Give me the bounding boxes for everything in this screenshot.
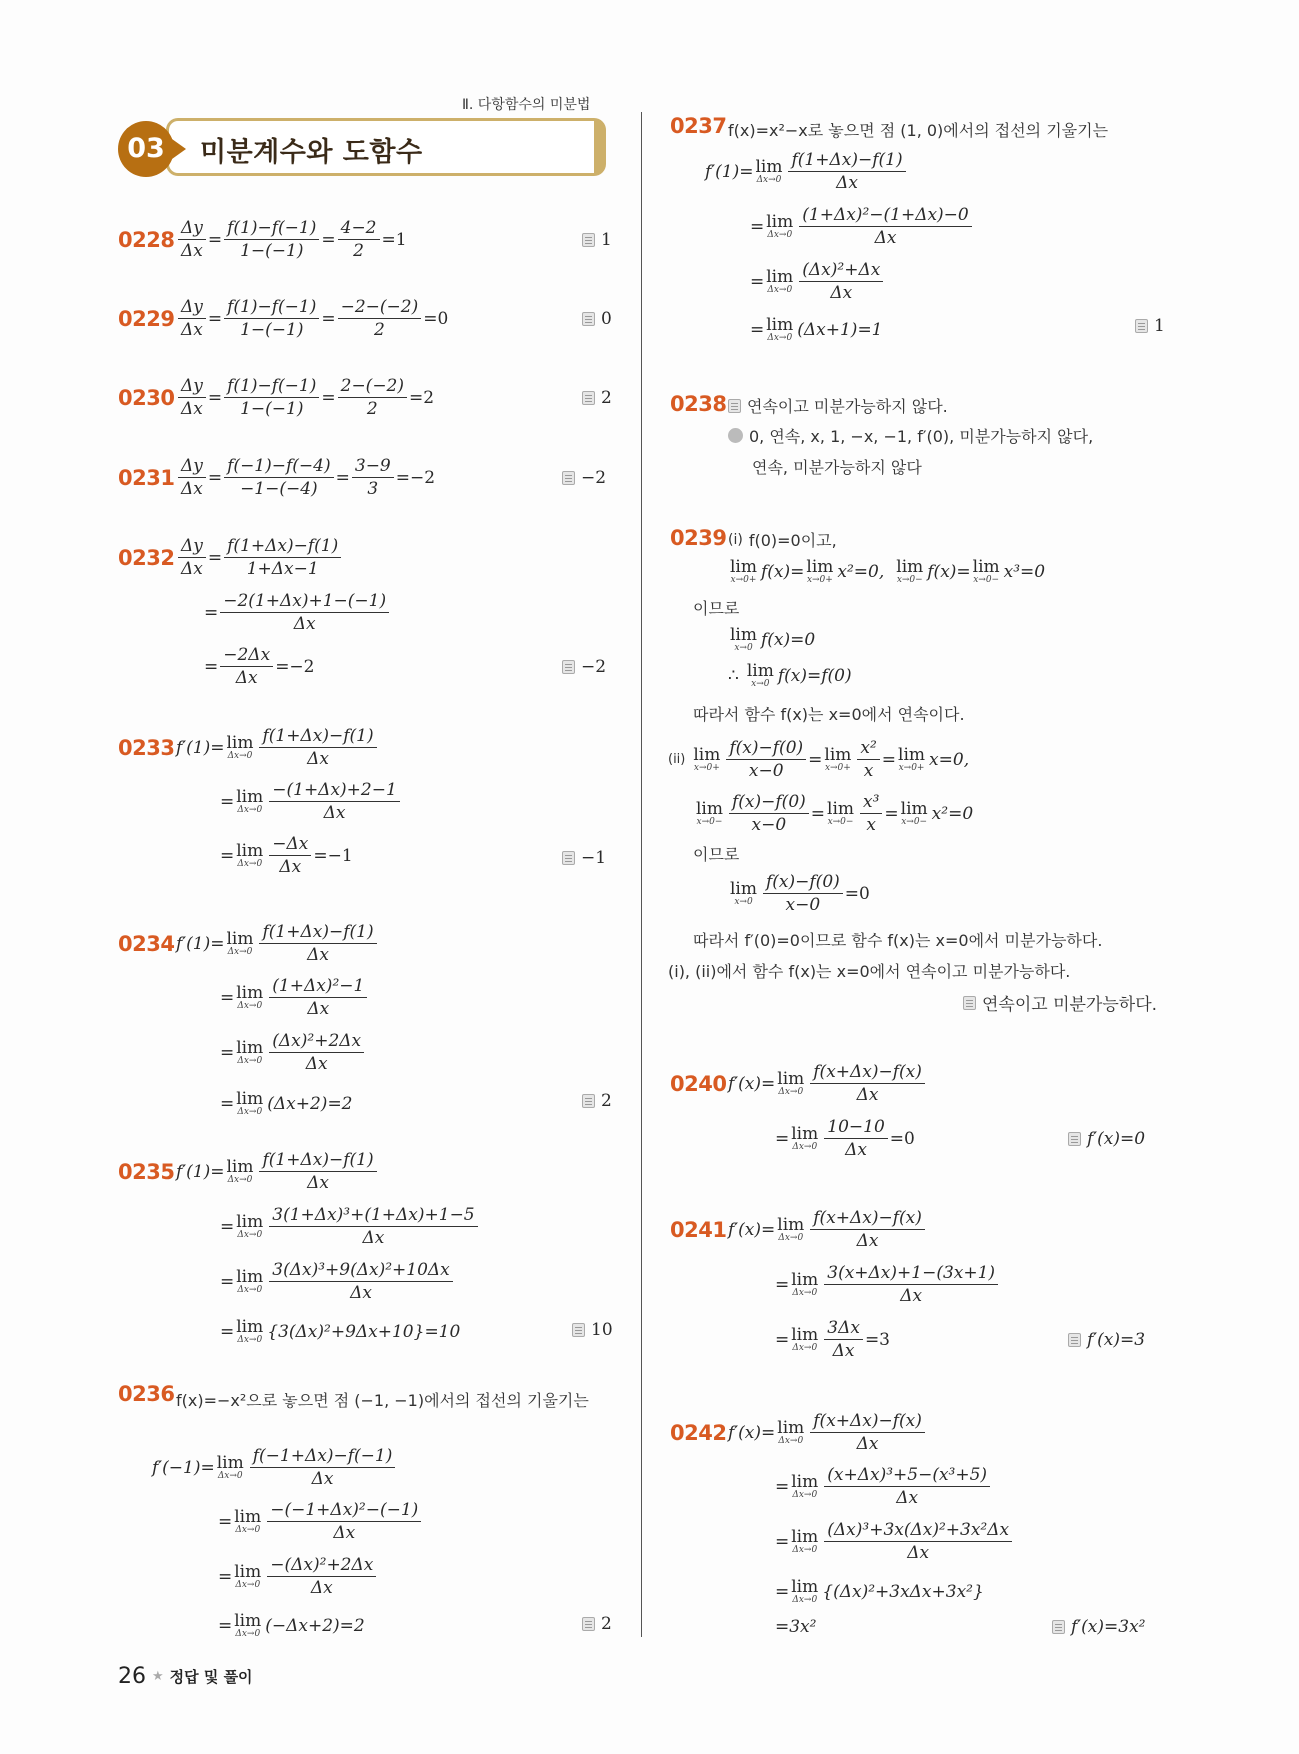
- answer-icon: [582, 391, 595, 405]
- page-number: 26: [118, 1664, 146, 1689]
- section-number-badge: 03: [118, 121, 174, 177]
- answer-badge: 1: [582, 230, 612, 250]
- solution-line: f′(x) = lim Δx→0 $\frac{f(x+\Delta x)-f(x)}{\Delta x}$: [728, 1208, 927, 1251]
- answer-icon: [963, 996, 976, 1010]
- problem-number: 0234: [118, 932, 175, 956]
- solution-line: f′(1) = lim Δx→0 $\frac{f(1+\Delta x)-f(1)}{\Delta x}$: [176, 922, 379, 965]
- hint-icon: [728, 428, 743, 443]
- solution-line: = lim Δx→0 $\frac{\text{(1+Δx)²−1}}{\Delta x}$: [220, 976, 369, 1019]
- solution-line: =3x²: [775, 1617, 817, 1637]
- answer-badge: −2: [562, 657, 606, 677]
- solution-line: f′(1) = lim Δx→0 $\frac{f(1+\Delta x)-f(1)}{\Delta x}$: [176, 1150, 379, 1193]
- answer-badge: 10: [572, 1320, 613, 1340]
- solution-line: = lim Δx→0 $\frac{\text{(x+Δx)³+5−(x³+5)}}{\Delta x}$: [775, 1465, 992, 1508]
- answer-text: 연속이고 미분가능하지 않다.: [728, 394, 948, 417]
- solution-line: lim x→0 f(x)=0: [730, 625, 816, 653]
- solution-line: = lim Δx→0 $\frac{3\Delta x}{\Delta x}$ =3: [775, 1318, 890, 1361]
- answer-icon: [562, 471, 575, 485]
- star-icon: ★: [152, 1669, 164, 1684]
- answer-icon: [582, 312, 595, 326]
- answer-badge: 연속이고 미분가능하다.: [963, 990, 1157, 1015]
- problem-number: 0242: [670, 1421, 727, 1445]
- solution-line: $\frac{\Delta y}{\Delta x}$ = $\frac{f(1)-f(-1)}{1-(-1)}$ = $\frac{4-2}{2}$ =1: [176, 218, 407, 261]
- solution-line: lim x→0− $\frac{f(x)-f(0)}{x-0}$ = lim x→0− $\frac{\text{x³}}{x}$ = lim x→0− x²=0: [696, 792, 974, 835]
- answer-badge: −1: [562, 848, 606, 868]
- problem-number: 0230: [118, 386, 175, 410]
- solution-line: $\frac{\Delta y}{\Delta x}$ = $\frac{f(1+\Delta x)-f(1)}{1+\Delta x-1}$: [176, 536, 343, 579]
- problem-intro: f(x)=−x²으로 놓으면 점 (−1, −1)에서의 접선의 기울기는: [176, 1391, 589, 1410]
- answer-icon: [1068, 1132, 1081, 1146]
- solution-line: f′(x) = lim Δx→0 $\frac{f(x+\Delta x)-f(x)}{\Delta x}$: [728, 1062, 927, 1105]
- answer-icon: [1135, 319, 1148, 333]
- problem-number: 0233: [118, 736, 175, 760]
- problem-number: 0236: [118, 1382, 175, 1406]
- solution-line: = lim Δx→0 $\frac{10-10}{\Delta x}$ =0: [775, 1117, 915, 1160]
- answer-badge: 1: [1135, 316, 1165, 336]
- answer-icon: [582, 233, 595, 247]
- problem-number: 0237: [670, 114, 727, 138]
- solution-line: = lim Δx→0 $\frac{-(1+\Delta x)+2-1}{\Delta x}$: [220, 780, 402, 823]
- solution-line: = lim Δx→0 $\frac{\text{−(−1+Δx)²−(−1)}}{\Delta x}$: [218, 1500, 423, 1543]
- solution-line: = lim Δx→0 {3(Δx)²+9Δx+10}=10: [220, 1317, 461, 1345]
- solution-line: = lim Δx→0 $\frac{\text{3(Δx)³+9(Δx)²+10Δx}}{\Delta x}$: [220, 1260, 455, 1303]
- problem-number: 0229: [118, 307, 175, 331]
- problem-number: 0231: [118, 466, 175, 490]
- answer-icon: [582, 1094, 595, 1108]
- problem-number: 0232: [118, 546, 175, 570]
- solution-line: = lim Δx→0 $\frac{3(x+\Delta x)+1-(3x+1)}{\Delta x}$: [775, 1263, 1000, 1306]
- answer-badge: 0: [582, 309, 612, 329]
- solution-line: f′(x) = lim Δx→0 $\frac{f(x+\Delta x)-f(x)}{\Delta x}$: [728, 1411, 927, 1454]
- solution-line: = lim Δx→0 $\frac{\text{−(Δx)²+2Δx}}{\Delta x}$: [218, 1555, 378, 1598]
- text-line: 이므로: [693, 599, 740, 618]
- solution-line: = lim Δx→0 {(Δx)²+3xΔx+3x²}: [775, 1577, 984, 1605]
- solution-line: (ii) lim x→0+ $\frac{f(x)-f(0)}{x-0}$ = lim x→0+ $\frac{\text{x²}}{x}$ = lim x→0+ x=0,: [668, 738, 970, 781]
- solution-line: = lim Δx→0 $\frac{\text{(1+Δx)²−(1+Δx)−0}}{\Delta x}$: [750, 205, 974, 248]
- answer-badge: 2: [582, 1614, 612, 1634]
- solution-line: f′(1) = lim Δx→0 $\frac{f(1+\Delta x)-f(1)}{\Delta x}$: [705, 150, 908, 193]
- solution-line: f′(−1) = lim Δx→0 $\frac{f(-1+\Delta x)-f(-1)}{\Delta x}$: [152, 1446, 397, 1489]
- solution-line: ∴ lim x→0 f(x)=f(0): [728, 661, 852, 689]
- solution-line: = lim Δx→0 (Δx+2)=2: [220, 1089, 353, 1117]
- text-line: 따라서 f′(0)=0이므로 함수 f(x)는 x=0에서 미분가능하다.: [693, 931, 1103, 950]
- problem-number: 0238: [670, 392, 727, 416]
- answer-icon: [572, 1323, 585, 1337]
- solution-line: $\frac{\Delta y}{\Delta x}$ = $\frac{f(1)-f(-1)}{1-(-1)}$ = $\frac{-2-(-2)}{2}$ =0: [176, 297, 448, 340]
- text-line: 이므로: [693, 845, 740, 864]
- problem-number: 0235: [118, 1160, 175, 1184]
- solution-line: lim x→0 $\frac{f(x)-f(0)}{x-0}$ =0: [730, 872, 870, 915]
- solution-line: f′(1) = lim Δx→0 $\frac{f(1+\Delta x)-f(1)}{\Delta x}$: [176, 726, 379, 769]
- solution-line: = lim Δx→0 (−Δx+2)=2: [218, 1611, 365, 1639]
- answer-badge: 2: [582, 388, 612, 408]
- part-i-intro: (i) f(0)=0이고,: [728, 531, 837, 550]
- footer-label: 정답 및 풀이: [169, 1668, 253, 1686]
- hint-line: 0, 연속, x, 1, −x, −1, f′(0), 미분가능하지 않다,: [728, 424, 1093, 447]
- answer-icon: [1068, 1333, 1081, 1347]
- problem-number: 0239: [670, 526, 727, 550]
- answer-icon: [562, 851, 575, 865]
- column-divider: [641, 112, 642, 1637]
- section-title: 미분계수와 도함수: [200, 137, 423, 168]
- answer-badge: 2: [582, 1091, 612, 1111]
- solution-line: $\frac{\Delta y}{\Delta x}$ = $\frac{f(1)-f(-1)}{1-(-1)}$ = $\frac{2-(-2)}{2}$ =2: [176, 376, 434, 419]
- answer-badge: f′(x)=3x²: [1052, 1617, 1145, 1637]
- answer-icon: [1052, 1620, 1065, 1634]
- text-line: (i), (ii)에서 함수 f(x)는 x=0에서 연속이고 미분가능하다.: [668, 962, 1071, 981]
- answer-icon: [562, 660, 575, 674]
- solution-line: = lim Δx→0 $\frac{\text{3(1+Δx)³+(1+Δx)+1−5}}{\Delta x}$: [220, 1205, 480, 1248]
- hint-line: 연속, 미분가능하지 않다: [752, 458, 922, 477]
- problem-number: 0241: [670, 1218, 727, 1242]
- text-line: 따라서 함수 f(x)는 x=0에서 연속이다.: [693, 705, 965, 724]
- problem-number: 0240: [670, 1072, 727, 1096]
- solution-line: = lim Δx→0 $\frac{\text{(Δx)²+Δx}}{\Delta x}$: [750, 260, 885, 303]
- answer-badge: −2: [562, 468, 606, 488]
- answer-badge: f′(x)=3: [1068, 1330, 1145, 1350]
- solution-line: $\frac{\Delta y}{\Delta x}$ = $\frac{f(-1)-f(-4)}{-1-(-4)}$ = $\frac{3-9}{3}$ =−2: [176, 456, 435, 499]
- problem-intro: f(x)=x²−x로 놓으면 점 (1, 0)에서의 접선의 기울기는: [728, 121, 1109, 140]
- solution-line: = lim Δx→0 $\frac{\text{(Δx)²+2Δx}}{\Delta x}$: [220, 1031, 366, 1074]
- solution-line: = lim Δx→0 $\frac{-\Delta x}{\Delta x}$ =−1: [220, 834, 353, 877]
- chapter-label: Ⅱ. 다항함수의 미분법: [462, 97, 591, 113]
- solution-line: = $\frac{-2(1+\Delta x)+1-(-1)}{\Delta x}$: [204, 591, 391, 634]
- solution-line: = lim Δx→0 (Δx+1)=1: [750, 315, 883, 343]
- solution-line: lim x→0+ f(x)= lim x→0+ x²=0, lim x→0− f(x)= lim x→0− x³=0: [730, 557, 1046, 585]
- answer-icon: [582, 1617, 595, 1631]
- answer-badge: f′(x)=0: [1068, 1129, 1145, 1149]
- solution-line: = lim Δx→0 $\frac{\text{(Δx)³+3x(Δx)²+3x²Δx}}{\Delta x}$: [775, 1520, 1014, 1563]
- page-footer: [118, 1664, 253, 1689]
- problem-number: 0228: [118, 228, 175, 252]
- solution-line: = $\frac{-2\Delta x}{\Delta x}$ =−2: [204, 645, 315, 688]
- answer-icon: [728, 399, 741, 413]
